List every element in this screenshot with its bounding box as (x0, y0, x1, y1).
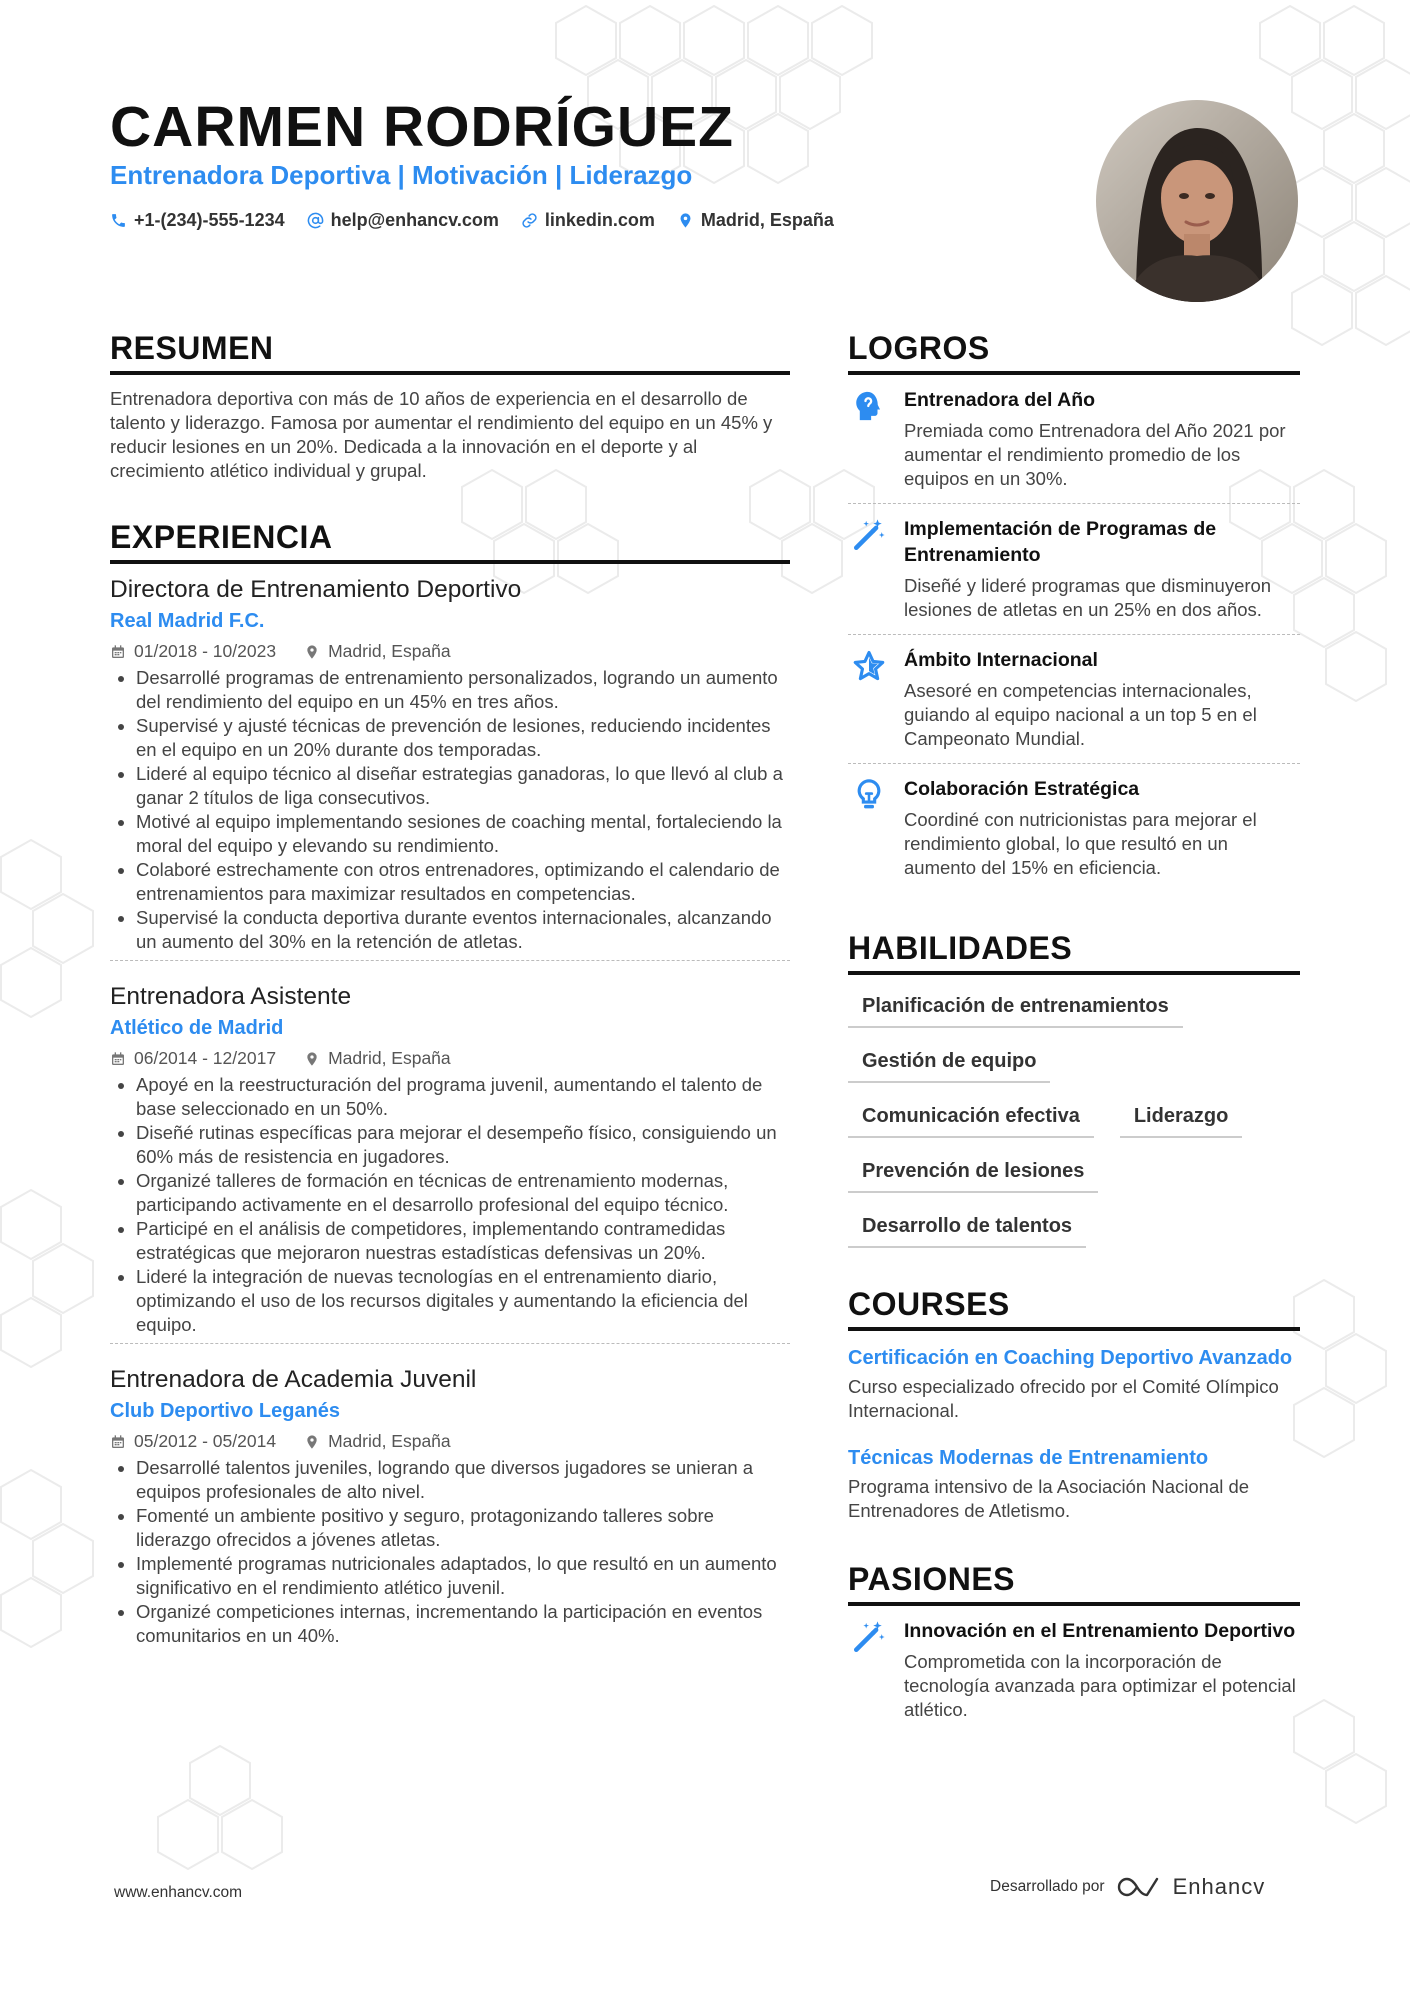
location-pin-icon (304, 1051, 320, 1067)
passion-text: Comprometida con la incorporación de tecnología avanzada para optimizar el potencial atlético. (904, 1651, 1296, 1720)
achievement-item (848, 634, 1300, 763)
job-title: Entrenadora Asistente (110, 983, 352, 1010)
enhancv-logo-icon (1117, 1875, 1161, 1899)
job-bullet: • Supervisé la conducta deportiva durante eventos internacionales, alcanzando un aumento del 30% en la retención de atletas. (136, 906, 790, 954)
achievement-title: Ámbito Internacional (904, 649, 1098, 671)
left-column (110, 330, 790, 1654)
job-bullet: • Colaboré estrechamente con otros entrenadores, optimizando el calendario de entrenamientos para maximizar resultados en competencias. (136, 858, 790, 906)
achievement-text: Diseñé y lideré programas que disminuyeron lesiones de atletas en un 25% en dos años. (904, 575, 1272, 620)
course-text: Programa intensivo de la Asociación Nacional de Entrenadores de Atletismo. (848, 1476, 1250, 1521)
candidate-tagline: Entrenadora Deportiva | Motivación | Liderazgo (110, 160, 693, 190)
courses-heading: COURSES (848, 1286, 1300, 1331)
job-location (304, 641, 451, 662)
link-icon (521, 212, 538, 229)
skill-tag: Gestión de equipo (848, 1044, 1050, 1083)
job-entry (110, 576, 790, 960)
footer-branding (990, 1874, 1265, 1900)
skill-tag: Comunicación efectiva (848, 1099, 1094, 1138)
job-bullet: • Desarrollé programas de entrenamiento personalizados, logrando un aumento del rendimiento del equipo en un 45% en tres años. (136, 666, 790, 714)
brand-name: Enhancv (1172, 1874, 1266, 1899)
job-bullets (110, 1073, 790, 1337)
calendar-icon (110, 644, 126, 660)
passions-heading: PASIONES (848, 1561, 1300, 1606)
job-meta (110, 1048, 790, 1069)
course-title: Certificación en Coaching Deportivo Avanzado (848, 1347, 1293, 1369)
calendar-icon (110, 1434, 126, 1450)
location-pin-icon (677, 212, 694, 229)
job-bullets (110, 1456, 790, 1648)
job-title: Directora de Entrenamiento Deportivo (110, 576, 522, 603)
skill-tag: Liderazgo (1120, 1099, 1242, 1138)
job-dates-text: 06/2014 - 12/2017 (134, 1048, 277, 1068)
job-bullet: • Lideré al equipo técnico al diseñar estrategias ganadoras, lo que llevó al club a ganar 2 títulos de liga consecutivos. (136, 762, 790, 810)
achievement-item (848, 503, 1300, 634)
contact-location (677, 210, 834, 231)
achievement-text: Asesoré en competencias internacionales, guiando al equipo nacional a un top 5 en el Campeonato Mundial. (904, 680, 1257, 749)
job-meta (110, 1431, 790, 1452)
job-bullet: • Diseñé rutinas específicas para mejorar el desempeño físico, consiguiendo un 60% más de resistencia en jugadores. (136, 1121, 790, 1169)
job-location (304, 1048, 451, 1069)
footer-website[interactable]: www.enhancv.com (114, 1884, 243, 1901)
achievement-item (848, 375, 1300, 503)
job-company: Real Madrid F.C. (110, 610, 265, 632)
job-title: Entrenadora de Academia Juvenil (110, 1366, 477, 1393)
job-bullet: • Organizé competiciones internas, incrementando la participación en eventos comunitarios en un 40%. (136, 1600, 790, 1648)
job-dates (110, 1048, 276, 1069)
passion-item (848, 1606, 1300, 1734)
location-pin-icon (304, 1434, 320, 1450)
job-bullets (110, 666, 790, 954)
job-entry (110, 960, 790, 1343)
magic-wand-icon (852, 1620, 886, 1654)
job-dates (110, 641, 276, 662)
course-text: Curso especializado ofrecido por el Comité Olímpico Internacional. (848, 1376, 1279, 1421)
skill-tag: Planificación de entrenamientos (848, 989, 1183, 1028)
summary-text: Entrenadora deportiva con más de 10 años de experiencia en el desarrollo de talento y liderazgo. Famosa por aumentar el rendimiento del equipo en un 45% y reducir lesiones en un 20%. Dedicada a la innovación en el deporte y al crecimiento atlético individual y grupal. (110, 388, 773, 481)
powered-by-text: Desarrollado por (990, 1878, 1105, 1895)
achievement-text: Premiada como Entrenadora del Año 2021 por aumentar el rendimiento promedio de los equipos en un 30%. (904, 420, 1286, 489)
achievements-heading: LOGROS (848, 330, 1300, 375)
phone-icon (110, 212, 127, 229)
email-text: help@enhancv.com (330, 210, 499, 230)
course-item (848, 1445, 1300, 1523)
course-item (848, 1345, 1300, 1423)
job-bullet: • Organizé talleres de formación en técnicas de entrenamiento modernas, participando activamente en el desarrollo profesional del equipo técnico. (136, 1169, 790, 1217)
right-column (848, 330, 1300, 1734)
head-icon (852, 389, 886, 423)
skill-tag: Desarrollo de talentos (848, 1209, 1086, 1248)
skill-tag: Prevención de lesiones (848, 1154, 1098, 1193)
job-location-text: Madrid, España (328, 1431, 451, 1451)
passion-title: Innovación en el Entrenamiento Deportivo (904, 1620, 1296, 1642)
job-bullet: • Fomenté un ambiente positivo y seguro, protagonizando talleres sobre liderazgo ofrecidos a jóvenes atletas. (136, 1504, 790, 1552)
experience-heading: EXPERIENCIA (110, 519, 790, 564)
achievement-title: Entrenadora del Año (904, 389, 1096, 411)
achievement-text: Coordiné con nutricionistas para mejorar el rendimiento global, lo que resultó en un aumento del 15% en eficiencia. (904, 809, 1257, 878)
job-bullet: • Implementé programas nutricionales adaptados, lo que resultó en un aumento significativo en el rendimiento atlético juvenil. (136, 1552, 790, 1600)
at-sign-icon (307, 212, 324, 229)
magic-wand-icon (852, 518, 886, 552)
job-company: Atlético de Madrid (110, 1017, 284, 1039)
linkedin-text: linkedin.com (544, 210, 655, 230)
achievement-title: Colaboración Estratégica (904, 778, 1140, 800)
job-bullet: • Supervisé y ajusté técnicas de prevención de lesiones, reduciendo incidentes en el equipo en un 20% durante dos temporadas. (136, 714, 790, 762)
achievement-title: Implementación de Programas de Entrenamiento (904, 518, 1217, 566)
lightbulb-icon (852, 778, 886, 812)
candidate-name: CARMEN RODRÍGUEZ (110, 95, 734, 159)
contact-linkedin[interactable] (521, 210, 655, 231)
course-title: Técnicas Modernas de Entrenamiento (848, 1447, 1209, 1469)
location-pin-icon (304, 644, 320, 660)
job-bullet: • Apoyé en la reestructuración del programa juvenil, aumentando el talento de base seleccionado en un 50%. (136, 1073, 790, 1121)
skills-heading: HABILIDADES (848, 930, 1300, 975)
location-text: Madrid, España (700, 210, 834, 230)
calendar-icon (110, 1051, 126, 1067)
phone-text: +1-(234)-555-1234 (134, 210, 285, 230)
contact-phone[interactable] (110, 210, 285, 231)
job-bullet: • Desarrollé talentos juveniles, logrando que diversos jugadores se unieran a equipos profesionales de alto nivel. (136, 1456, 790, 1504)
job-bullet: • Motivé al equipo implementando sesiones de coaching mental, fortaleciendo la moral del equipo y elevando su rendimiento. (136, 810, 790, 858)
job-location-text: Madrid, España (328, 1048, 451, 1068)
job-bullet: • Lideré la integración de nuevas tecnologías en el entrenamiento diario, optimizando el uso de los recursos digitales y aumentando la eficiencia del equipo. (136, 1265, 790, 1337)
skills-list (848, 989, 1288, 1248)
profile-photo (1096, 100, 1298, 302)
contact-email[interactable] (307, 210, 499, 231)
summary-heading: RESUMEN (110, 330, 790, 375)
job-location-text: Madrid, España (328, 641, 451, 661)
job-location (304, 1431, 451, 1452)
job-dates-text: 01/2018 - 10/2023 (134, 641, 277, 661)
job-meta (110, 641, 790, 662)
star-icon (852, 649, 886, 683)
job-dates (110, 1431, 276, 1452)
job-dates-text: 05/2012 - 05/2014 (134, 1431, 277, 1451)
job-entry (110, 1343, 790, 1654)
contact-bar (110, 210, 834, 231)
job-company: Club Deportivo Leganés (110, 1400, 341, 1422)
achievement-item (848, 763, 1300, 892)
job-bullet: • Participé en el análisis de competidores, implementando contramedidas estratégicas que mejoraron nuestras estadísticas defensivas un 20%. (136, 1217, 790, 1265)
